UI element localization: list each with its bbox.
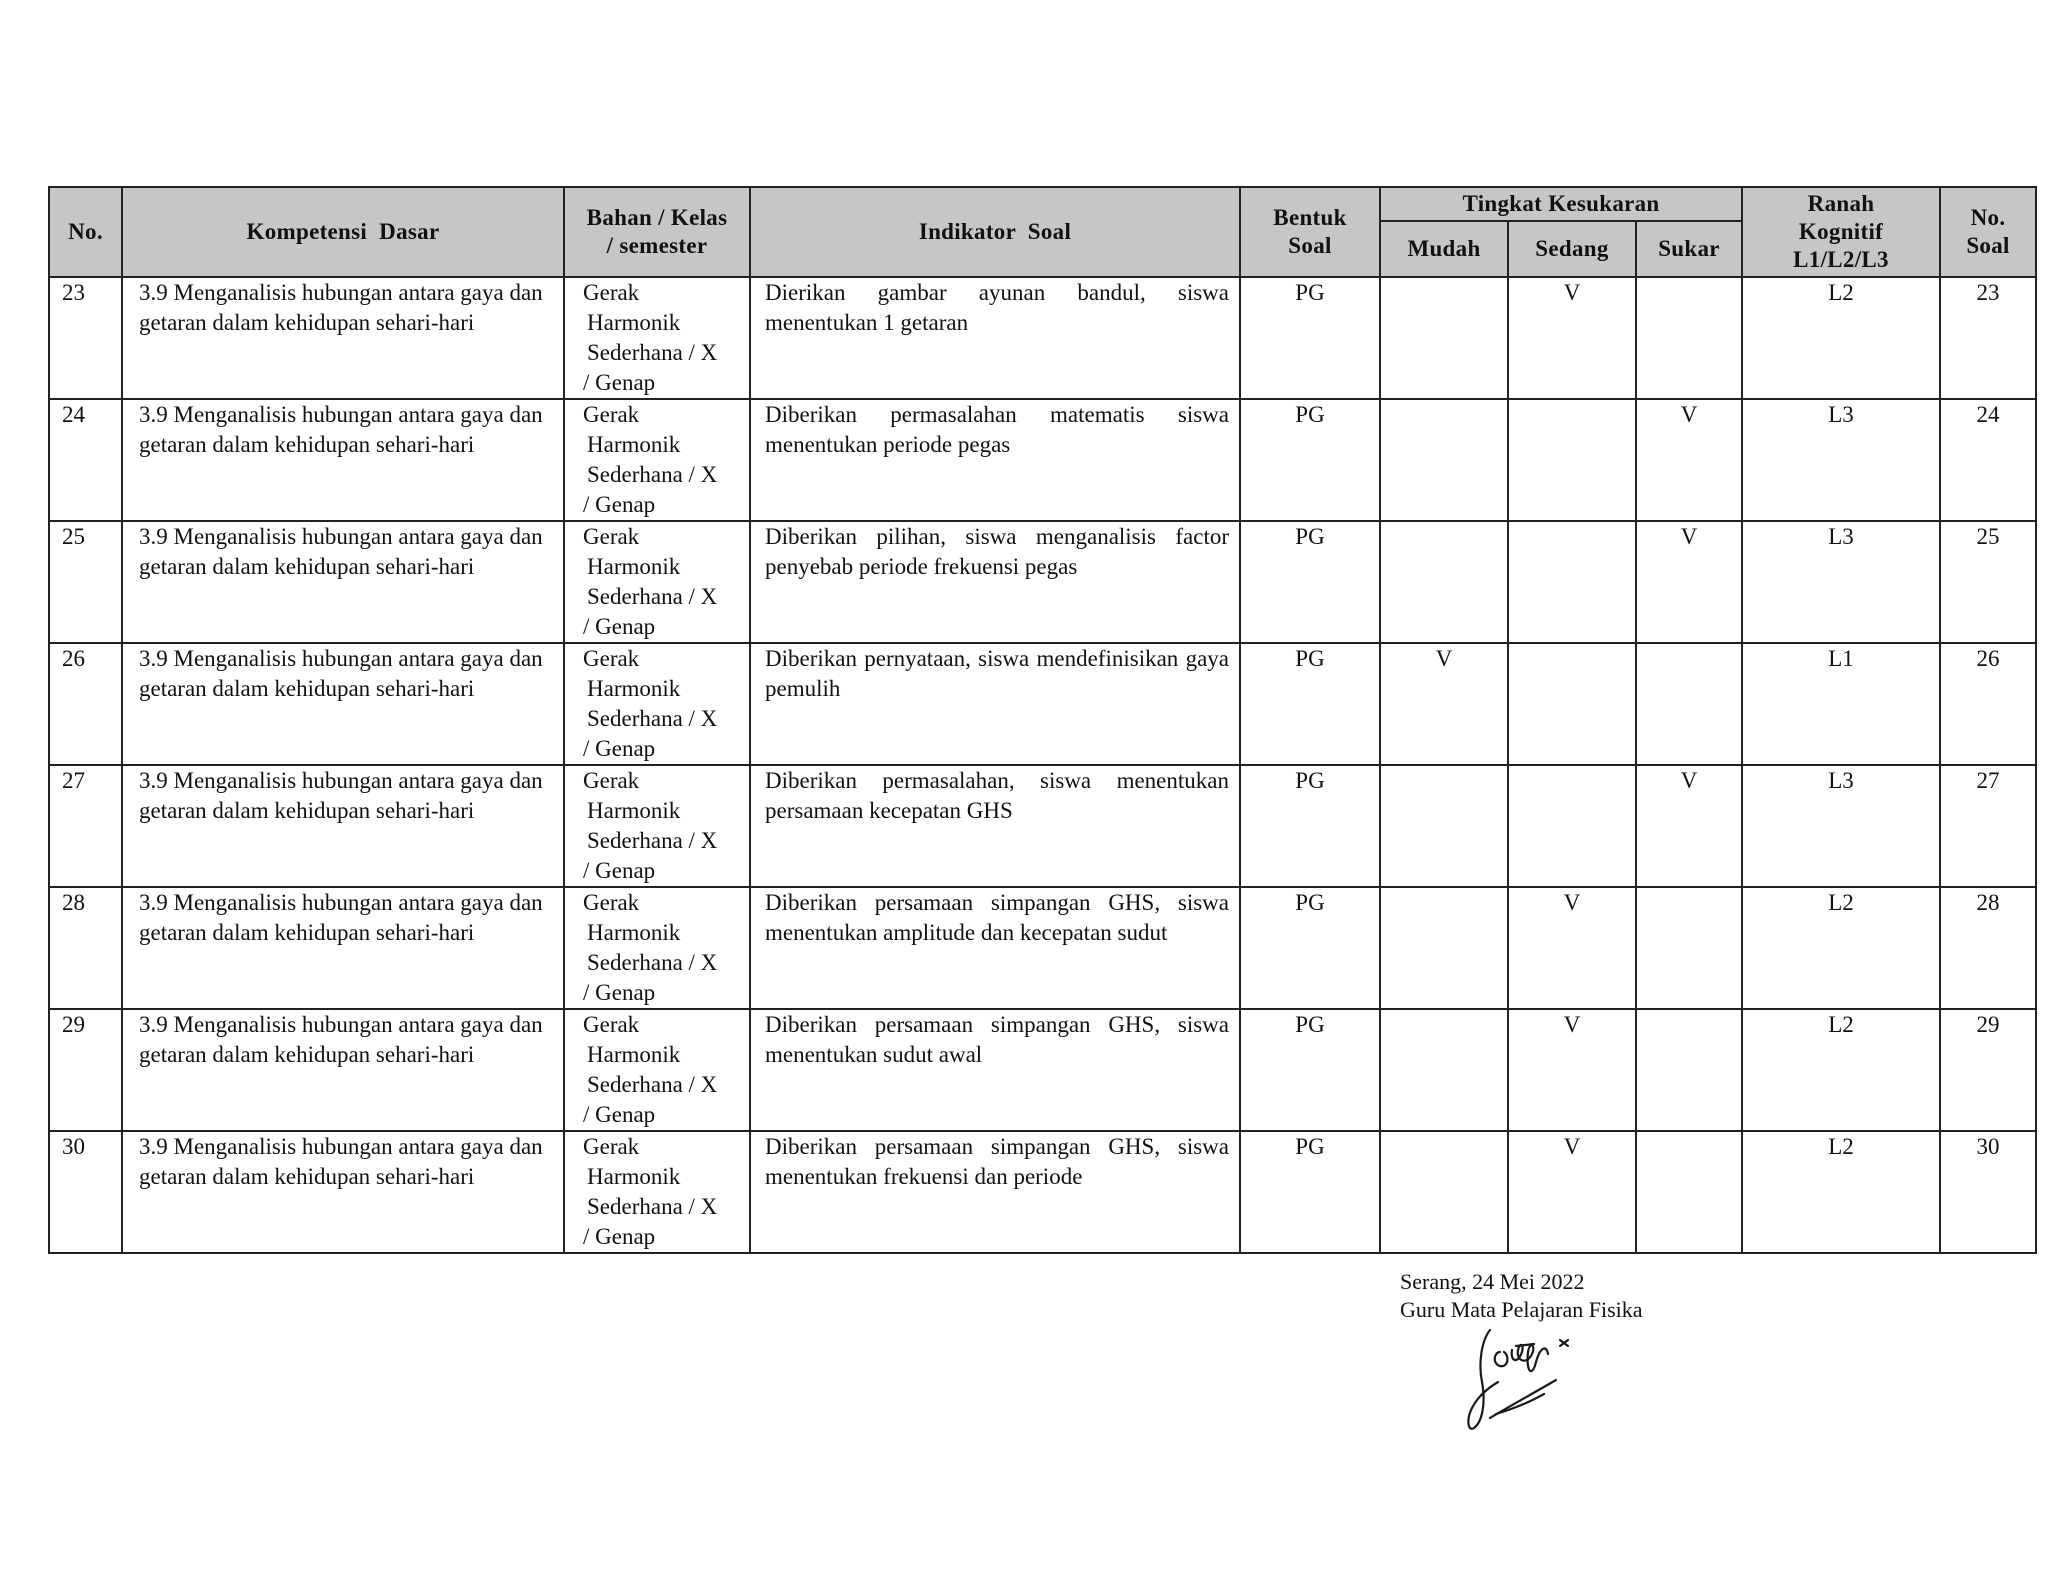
cell-no: 29 [49,1009,122,1131]
bahan-line: Harmonik [587,676,681,701]
cell-no-soal: 26 [1940,643,2036,765]
bahan-line: Gerak [583,402,640,427]
header-bentuk-soal [1240,187,1380,277]
cell-mudah [1380,277,1508,399]
cell-sukar [1636,643,1742,765]
bahan-line: Gerak [583,768,640,793]
cell-ranah-kognitif: L2 [1742,1009,1940,1131]
cell-sedang: V [1508,277,1636,399]
header-nosoal-line2: Soal [1966,233,2010,258]
table-row [49,521,2036,643]
signature-block [1400,1268,1643,1324]
cell-sedang [1508,521,1636,643]
cell-bahan-kelas [564,643,750,765]
header-nosoal-line1: No. [1970,205,2006,230]
cell-kompetensi-dasar: 3.9 Menganalisis hubungan antara gaya dan getaran dalam kehidupan sehari-hari [122,399,564,521]
cell-mudah [1380,887,1508,1009]
table-row [49,1009,2036,1131]
cell-sukar: V [1636,765,1742,887]
cell-indikator-soal: Diberikan persamaan simpangan GHS, siswa menentukan sudut awal [750,1009,1240,1131]
cell-sukar: V [1636,521,1742,643]
cell-bahan-kelas [564,1131,750,1253]
cell-ranah-kognitif: L2 [1742,1131,1940,1253]
cell-mudah [1380,1131,1508,1253]
cell-ranah-kognitif: L3 [1742,521,1940,643]
cell-no: 23 [49,277,122,399]
handwritten-signature-icon [1460,1322,1590,1432]
table-row [49,765,2036,887]
header-bentuk-line2: Soal [1288,233,1332,258]
header-ranah-line2: Kognitif [1798,219,1884,244]
cell-no-soal: 23 [1940,277,2036,399]
cell-mudah [1380,399,1508,521]
cell-kompetensi-dasar: 3.9 Menganalisis hubungan antara gaya dan getaran dalam kehidupan sehari-hari [122,1009,564,1131]
header-bentuk-line1: Bentuk [1273,205,1347,230]
cell-bahan-kelas [564,887,750,1009]
cell-ranah-kognitif: L3 [1742,399,1940,521]
cell-mudah [1380,521,1508,643]
header-indikator-soal: Indikator Soal [750,187,1240,277]
bahan-line: Gerak [583,1012,640,1037]
table-header [49,187,2036,277]
bahan-line: Sederhana / X [587,828,718,853]
cell-indikator-soal: Diberikan permasalahan matematis siswa menentukan periode pegas [750,399,1240,521]
cell-sedang: V [1508,887,1636,1009]
header-ranah-line3: L1/L2/L3 [1793,247,1889,272]
cell-ranah-kognitif: L3 [1742,765,1940,887]
cell-sukar: V [1636,399,1742,521]
header-bahan-kelas [564,187,750,277]
bahan-line: Gerak [583,524,640,549]
bahan-line: Harmonik [587,310,681,335]
cell-sedang: V [1508,1131,1636,1253]
cell-bentuk-soal: PG [1240,399,1380,521]
cell-sedang: V [1508,1009,1636,1131]
bahan-line: / Genap [583,736,656,761]
bahan-line: Harmonik [587,1042,681,1067]
bahan-line: Gerak [583,890,640,915]
cell-bentuk-soal: PG [1240,277,1380,399]
cell-bahan-kelas [564,399,750,521]
table-row [49,399,2036,521]
cell-sedang [1508,765,1636,887]
cell-kompetensi-dasar: 3.9 Menganalisis hubungan antara gaya dan getaran dalam kehidupan sehari-hari [122,277,564,399]
cell-kompetensi-dasar: 3.9 Menganalisis hubungan antara gaya dan getaran dalam kehidupan sehari-hari [122,1131,564,1253]
cell-bentuk-soal: PG [1240,765,1380,887]
cell-no: 28 [49,887,122,1009]
bahan-line: Sederhana / X [587,706,718,731]
cell-kompetensi-dasar: 3.9 Menganalisis hubungan antara gaya dan getaran dalam kehidupan sehari-hari [122,887,564,1009]
cell-indikator-soal: Dierikan gambar ayunan bandul, siswa menentukan 1 getaran [750,277,1240,399]
cell-ranah-kognitif: L2 [1742,887,1940,1009]
header-ranah-kognitif [1742,187,1940,277]
bahan-line: Sederhana / X [587,950,718,975]
cell-kompetensi-dasar: 3.9 Menganalisis hubungan antara gaya dan getaran dalam kehidupan sehari-hari [122,765,564,887]
cell-indikator-soal: Diberikan persamaan simpangan GHS, siswa menentukan frekuensi dan periode [750,1131,1240,1253]
cell-no-soal: 29 [1940,1009,2036,1131]
cell-no-soal: 30 [1940,1131,2036,1253]
bahan-line: Harmonik [587,798,681,823]
cell-bentuk-soal: PG [1240,521,1380,643]
bahan-line: Sederhana / X [587,462,718,487]
table-row [49,887,2036,1009]
bahan-line: / Genap [583,492,656,517]
bahan-line: Harmonik [587,1164,681,1189]
cell-kompetensi-dasar: 3.9 Menganalisis hubungan antara gaya dan getaran dalam kehidupan sehari-hari [122,521,564,643]
cell-bentuk-soal: PG [1240,887,1380,1009]
table-row [49,1131,2036,1253]
cell-no-soal: 28 [1940,887,2036,1009]
header-mudah: Mudah [1380,221,1508,277]
cell-indikator-soal: Diberikan persamaan simpangan GHS, siswa menentukan amplitude dan kecepatan sudut [750,887,1240,1009]
header-sedang: Sedang [1508,221,1636,277]
cell-bahan-kelas [564,277,750,399]
cell-indikator-soal: Diberikan pilihan, siswa menganalisis factor penyebab periode frekuensi pegas [750,521,1240,643]
cell-sedang [1508,399,1636,521]
header-bahan-line2: / semester [606,233,708,258]
header-kompetensi-dasar: Kompetensi Dasar [122,187,564,277]
cell-bentuk-soal: PG [1240,1131,1380,1253]
header-ranah-line1: Ranah [1807,191,1875,216]
cell-bentuk-soal: PG [1240,643,1380,765]
cell-bahan-kelas [564,765,750,887]
bahan-line: / Genap [583,1102,656,1127]
bahan-line: Gerak [583,646,640,671]
cell-sukar [1636,277,1742,399]
cell-sedang [1508,643,1636,765]
bahan-line: / Genap [583,370,656,395]
header-tingkat-kesukaran: Tingkat Kesukaran [1380,187,1742,221]
signature-strokes [1468,1330,1568,1429]
cell-no: 27 [49,765,122,887]
table-body [49,277,2036,1253]
bahan-line: Sederhana / X [587,340,718,365]
cell-mudah: V [1380,643,1508,765]
bahan-line: Gerak [583,280,640,305]
bahan-line: Sederhana / X [587,584,718,609]
cell-sukar [1636,1009,1742,1131]
cell-no-soal: 24 [1940,399,2036,521]
header-bahan-line1: Bahan / Kelas [586,205,728,230]
bahan-line: / Genap [583,980,656,1005]
cell-sukar [1636,887,1742,1009]
cell-no-soal: 25 [1940,521,2036,643]
place-date: Serang, 24 Mei 2022 [1400,1269,1585,1294]
cell-no: 26 [49,643,122,765]
cell-indikator-soal: Diberikan pernyataan, siswa mendefinisikan gaya pemulih [750,643,1240,765]
cell-no: 24 [49,399,122,521]
question-grid-table [48,186,2037,1254]
bahan-line: Gerak [583,1134,640,1159]
cell-sukar [1636,1131,1742,1253]
header-no: No. [49,187,122,277]
cell-no-soal: 27 [1940,765,2036,887]
bahan-line: / Genap [583,614,656,639]
cell-bentuk-soal: PG [1240,1009,1380,1131]
bahan-line: / Genap [583,858,656,883]
bahan-line: Harmonik [587,920,681,945]
cell-bahan-kelas [564,521,750,643]
bahan-line: Harmonik [587,554,681,579]
cell-no: 25 [49,521,122,643]
bahan-line: Harmonik [587,432,681,457]
table-row [49,643,2036,765]
cell-indikator-soal: Diberikan permasalahan, siswa menentukan persamaan kecepatan GHS [750,765,1240,887]
table-row [49,277,2036,399]
header-sukar: Sukar [1636,221,1742,277]
bahan-line: Sederhana / X [587,1194,718,1219]
cell-mudah [1380,1009,1508,1131]
bahan-line: / Genap [583,1224,656,1249]
cell-kompetensi-dasar: 3.9 Menganalisis hubungan antara gaya dan getaran dalam kehidupan sehari-hari [122,643,564,765]
signer-role: Guru Mata Pelajaran Fisika [1400,1297,1643,1322]
bahan-line: Sederhana / X [587,1072,718,1097]
cell-bahan-kelas [564,1009,750,1131]
cell-ranah-kognitif: L1 [1742,643,1940,765]
cell-no: 30 [49,1131,122,1253]
header-no-soal [1940,187,2036,277]
cell-mudah [1380,765,1508,887]
cell-ranah-kognitif: L2 [1742,277,1940,399]
